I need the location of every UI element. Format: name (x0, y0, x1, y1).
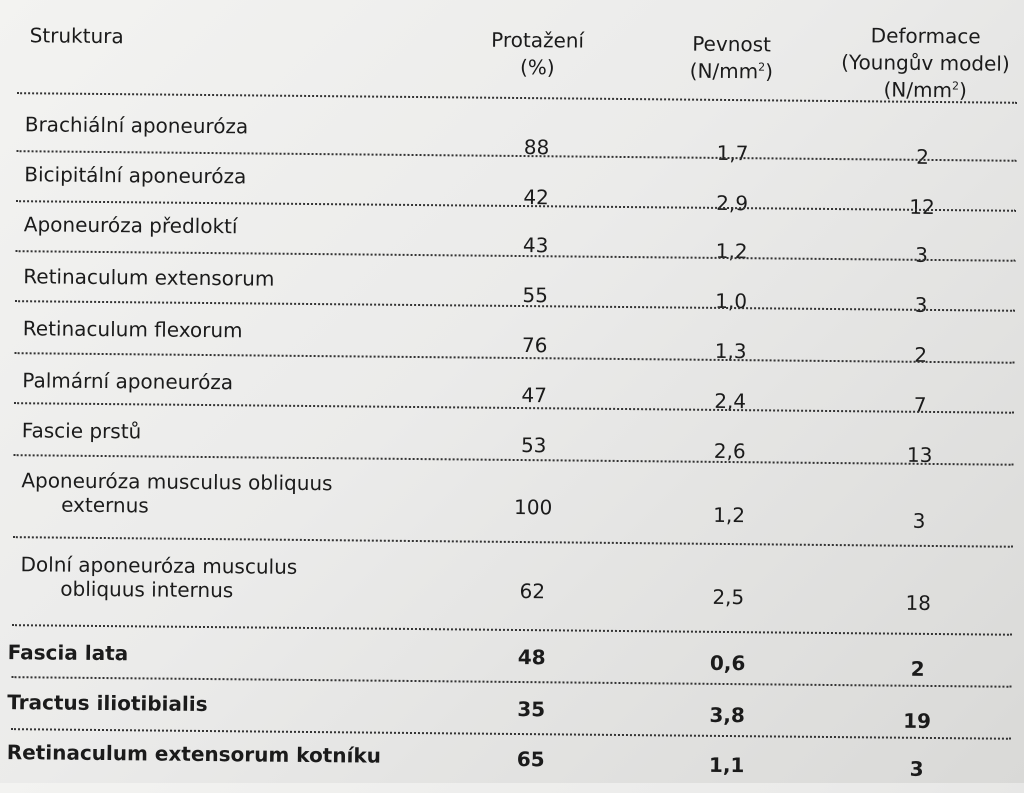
row-strength: 2,9 (716, 190, 749, 216)
header-deformation-line1: Deformace (870, 23, 981, 49)
header-deformation-sup: 2 (951, 79, 960, 93)
row-elongation: 43 (522, 233, 549, 258)
row-elongation: 55 (522, 283, 549, 308)
header-elongation (477, 27, 598, 82)
row-elongation: 62 (519, 579, 546, 604)
header-deformation-unit: (N/mm (883, 77, 953, 103)
row-structure: Aponeuróza předloktí (23, 212, 238, 239)
row-structure: Tractus iliotibialis (7, 690, 208, 717)
row-elongation: 48 (517, 645, 546, 670)
row-structure: Fascia lata (7, 640, 129, 666)
table-row (12, 536, 1013, 636)
row-deformation: 7 (913, 392, 927, 417)
row-deformation: 2 (916, 144, 930, 169)
row-deformation: 2 (910, 656, 925, 681)
row-structure (20, 552, 297, 603)
row-deformation: 18 (905, 590, 932, 615)
row-deformation: 3 (909, 756, 924, 781)
row-structure: Retinaculum extensorum kotníku (6, 740, 382, 768)
row-structure: Bicipitální aponeuróza (24, 162, 247, 189)
header-strength-unit: (N/mm (689, 58, 759, 84)
header-structure-label: Struktura (29, 23, 124, 49)
row-structure-line1: Dolní aponeuróza musculus (20, 552, 298, 579)
row-structure: Fascie prstů (21, 418, 142, 444)
row-elongation: 76 (521, 333, 548, 358)
row-structure: Retinaculum flexorum (22, 316, 243, 343)
row-strength: 3,8 (709, 702, 746, 728)
header-elongation-line1: Protažení (491, 27, 585, 53)
header-deformation (825, 22, 1024, 105)
row-deformation: 3 (912, 508, 926, 533)
header-deformation-line3: $(N/mm^2)$ (883, 77, 967, 103)
row-structure (21, 468, 333, 520)
row-elongation: 100 (513, 494, 553, 520)
row-deformation: 2 (914, 342, 928, 367)
row-elongation: 88 (523, 135, 550, 160)
row-structure-line1: Aponeuróza musculus obliquus (21, 468, 333, 496)
header-strength-line2: $(N/mm^2)$ (689, 58, 774, 84)
table-row (13, 454, 1014, 548)
row-structure-line2: obliquus internus (60, 576, 234, 603)
row-elongation: 53 (520, 433, 547, 458)
row-structure: Retinaculum extensorum (23, 264, 275, 291)
header-elongation-line2: (%) (519, 54, 555, 80)
row-deformation: 3 (914, 292, 928, 317)
row-deformation: 3 (915, 242, 929, 267)
row-strength: 1,0 (715, 288, 748, 314)
table-row (15, 300, 1015, 367)
row-elongation: 42 (523, 185, 549, 210)
row-strength: 1,2 (713, 502, 746, 528)
row-strength: 2,6 (713, 438, 746, 464)
row-strength: 1,3 (714, 338, 747, 364)
row-structure: Palmární aponeuróza (22, 368, 234, 395)
row-structure-line2: externus (61, 493, 149, 518)
row-elongation: 47 (521, 383, 548, 408)
table-row (6, 728, 1011, 790)
table-row (17, 92, 1017, 169)
row-deformation: 13 (906, 442, 933, 467)
header-deformation-line2: (Youngův model) (841, 50, 1010, 76)
header-strength-sup: 2 (758, 60, 766, 74)
row-strength: 1,2 (715, 238, 748, 264)
row-strength: 0,6 (709, 650, 746, 676)
header-strength (671, 30, 792, 85)
row-strength: 2,4 (714, 388, 747, 414)
header-strength-line1: Pevnost (692, 31, 772, 57)
row-strength: 1,1 (708, 752, 745, 778)
row-elongation: 65 (516, 746, 545, 772)
row-strength: 2,5 (712, 584, 745, 610)
row-elongation: 35 (517, 696, 546, 722)
row-strength: 1,7 (716, 140, 749, 166)
row-deformation: 19 (903, 708, 932, 733)
row-structure: Brachiální aponeuróza (24, 112, 249, 139)
header-structure (30, 22, 124, 50)
row-deformation: 12 (909, 194, 935, 219)
